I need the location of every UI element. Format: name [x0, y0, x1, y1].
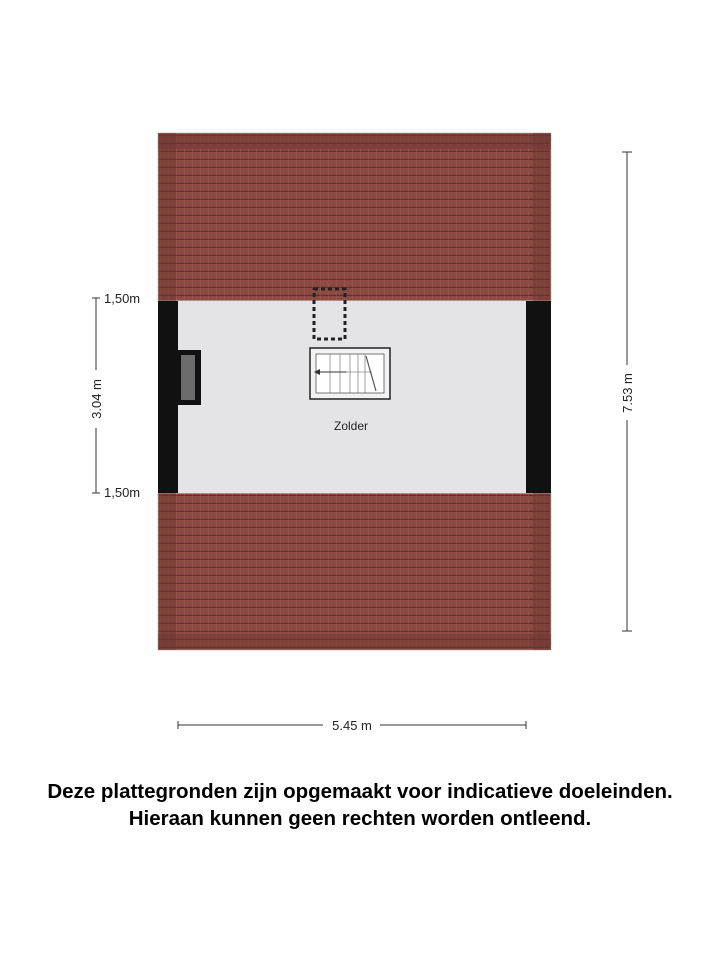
dimension-floor-height-label: 3.04 m	[89, 379, 104, 419]
wall-left	[158, 301, 178, 493]
roof-top	[158, 133, 551, 301]
dimension-bottom-slope-label: 1,50m	[104, 485, 141, 500]
dimension-top-slope-label: 1,50m	[104, 291, 141, 306]
dimension-total-height-label: 7.53 m	[620, 373, 635, 413]
chimney-icon	[176, 350, 201, 405]
disclaimer	[0, 778, 720, 832]
disclaimer-line-2: Hieraan kunnen geen rechten worden ontleend.	[128, 807, 592, 830]
disclaimer-line-1: Deze plattegronden zijn opgemaakt voor indicatieve doeleinden.	[47, 780, 673, 803]
roof-bottom	[158, 493, 551, 650]
wall-right	[526, 301, 551, 493]
dimension-width-label: 5.45 m	[332, 718, 372, 733]
room-label: Zolder	[333, 419, 369, 433]
staircase-icon	[310, 348, 390, 399]
